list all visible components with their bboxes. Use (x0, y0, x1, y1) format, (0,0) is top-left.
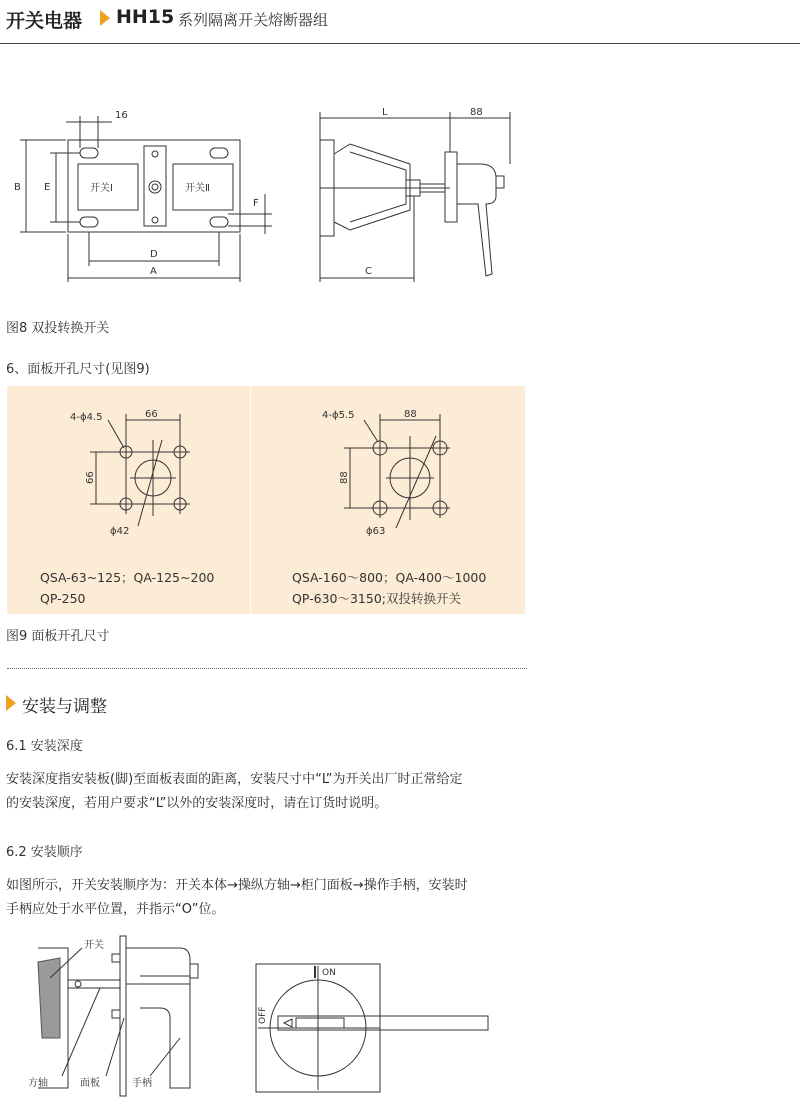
left-models-line1: QSA-63~125；QA-125~200 (40, 570, 215, 585)
s61-heading: 6.1 安装深度 (6, 739, 83, 754)
figure9-left-diagram (60, 396, 220, 546)
left-height-label: 66 (85, 471, 96, 484)
s62-line2: 手柄应处于水平位置，并指示“O”位。 (6, 902, 225, 917)
switch-2-label: 开关Ⅱ (185, 183, 210, 194)
left-width-label: 66 (145, 409, 158, 420)
dim-d-label: D (150, 249, 158, 260)
s62-heading: 6.2 安装顺序 (6, 845, 83, 860)
right-holes-label: 4-ϕ5.5 (322, 410, 355, 421)
s61-line2: 的安装深度，若用户要求“L”以外的安装深度时，请在订货时说明。 (6, 796, 388, 811)
header-category: 开关电器 (6, 10, 83, 32)
figure8-side-view (310, 104, 530, 284)
dotted-divider (7, 668, 527, 669)
dim-16-label: 16 (115, 110, 128, 121)
dim-f-label: F (253, 198, 259, 209)
fig10-shaft-label: 方轴 (28, 1078, 48, 1089)
dim-l-label: L (382, 107, 388, 118)
switch-1-label: 开关Ⅰ (90, 183, 113, 194)
right-width-label: 88 (404, 409, 417, 420)
fig10-off-label: OFF (258, 1006, 268, 1024)
dim-c-label: C (365, 266, 372, 277)
fig10-switch-label: 开关 (84, 940, 104, 951)
fig10-handle-label: 手柄 (132, 1078, 152, 1089)
figure8-front-view (10, 104, 280, 284)
header-subtitle: 系列隔离开关熔断器组 (178, 11, 329, 29)
left-holes-label: 4-ϕ4.5 (70, 412, 103, 423)
figure10-front-diagram (250, 958, 500, 1098)
figure10-side-diagram (20, 928, 220, 1098)
fig10-on-label: ON (322, 968, 336, 978)
dim-e-label: E (44, 182, 51, 193)
header-rule (0, 43, 800, 44)
s62-line1: 如图所示，开关安装顺序为：开关本体→操纵方轴→柜门面板→操作手柄，安装时 (6, 878, 468, 893)
header-arrow-icon (100, 10, 110, 26)
fig10-panel-label: 面板 (80, 1078, 100, 1089)
left-models-line2: QP-250 (40, 591, 86, 606)
figure9-right-diagram (316, 396, 486, 546)
dim-b-label: B (14, 182, 21, 193)
figure8-caption: 图8 双投转换开关 (6, 321, 110, 336)
figure9-panel-divider (250, 386, 251, 614)
right-diameter-label: ϕ63 (366, 526, 386, 537)
right-models-line1: QSA-160～800；QA-400～1000 (292, 570, 487, 585)
right-models-line2: QP-630～3150;双投转换开关 (292, 591, 461, 606)
section6-heading: 6、面板开孔尺寸(见图9) (6, 362, 150, 377)
install-title: 安装与调整 (22, 697, 107, 717)
left-diameter-label: ϕ42 (110, 526, 130, 537)
right-height-label: 88 (339, 471, 350, 484)
header-model: HH15 (116, 6, 175, 28)
s61-line1: 安装深度指安装板(脚)至面板表面的距离，安装尺寸中“L”为开关出厂时正常给定 (6, 772, 463, 787)
section-arrow-icon (6, 695, 16, 711)
dim-88-label: 88 (470, 107, 483, 118)
dim-a-label: A (150, 266, 157, 277)
figure9-caption: 图9 面板开孔尺寸 (6, 629, 110, 644)
